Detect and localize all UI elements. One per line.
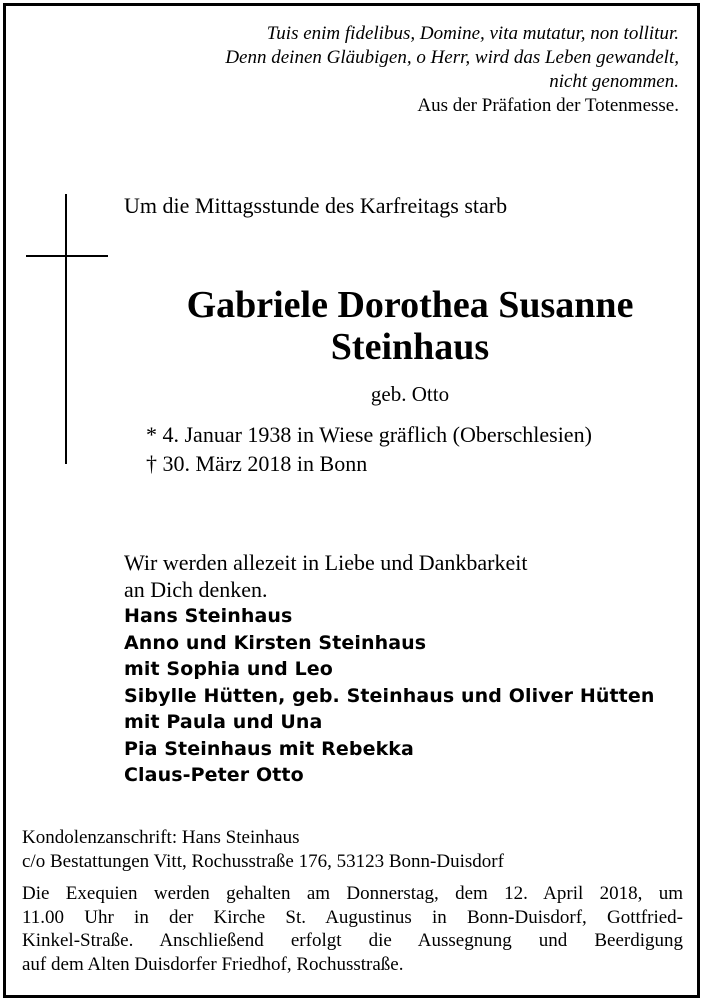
mourner-line: mit Paula und Una [124,711,323,733]
service-line2: 11.00 Uhr in der Kirche St. Augustinus in Bonn-Duisdorf, Gottfried- [22,906,683,928]
mourner-line: Hans Steinhaus [124,605,293,627]
cross-vertical-bar [65,194,67,464]
death-date: † 30. März 2018 in Bonn [146,451,368,476]
service-line1: Die Exequien werden gehalten am Donnerstag, dem 12. April 2018, um [22,883,683,904]
cross-horizontal-bar [26,255,108,257]
motto-source: Aus der Präfation der Totenmesse. [417,95,679,116]
mourner-line: Pia Steinhaus mit Rebekka [124,737,414,760]
motto-german-line1: Denn deinen Gläubigen, o Herr, wird das Leben gewandelt, [225,47,679,68]
birth-name: geb. Otto [370,382,450,406]
mourner-line: Anno und Kirsten Steinhaus [124,631,427,654]
mourner-line: Claus-Peter Otto [124,764,304,786]
condolence-address [22,826,504,874]
deceased-name [110,284,703,368]
life-dates [146,420,592,478]
closing-line2: an Dich denken. [124,577,268,602]
closing-line1: Wir werden allezeit in Liebe und Dankbarkeit [124,550,528,575]
birth-date: * 4. Januar 1938 in Wiese gräflich (Oberschlesien) [146,422,592,447]
mourner-line: Sibylle Hütten, geb. Steinhaus und Oliver Hütten [124,684,655,707]
service-line4: auf dem Alten Duisdorfer Friedhof, Rochusstraße. [22,953,404,975]
motto-german-line2: nicht genommen. [549,71,679,92]
mourners-list [124,603,654,789]
mourner-line: mit Sophia und Leo [124,658,333,680]
condolence-line2: c/o Bestattungen Vitt, Rochusstraße 176, 53123 Bonn-Duisdorf [22,851,504,872]
motto-latin: Tuis enim fidelibus, Domine, vita mutatur, non tollitur. [266,23,679,44]
funeral-service-info [22,882,683,976]
motto-block [225,22,679,118]
intro-text: Um die Mittagsstunde des Karfreitags starb [124,193,508,218]
deceased-name-line2: Steinhaus [330,326,490,368]
condolence-line1: Kondolenzanschrift: Hans Steinhaus [22,827,300,848]
closing-words [124,549,528,603]
deceased-name-line1: Gabriele Dorothea Susanne [186,284,634,326]
service-line3: Kinkel-Straße. Anschließend erfolgt die Aussegnung und Beerdigung [22,930,683,951]
